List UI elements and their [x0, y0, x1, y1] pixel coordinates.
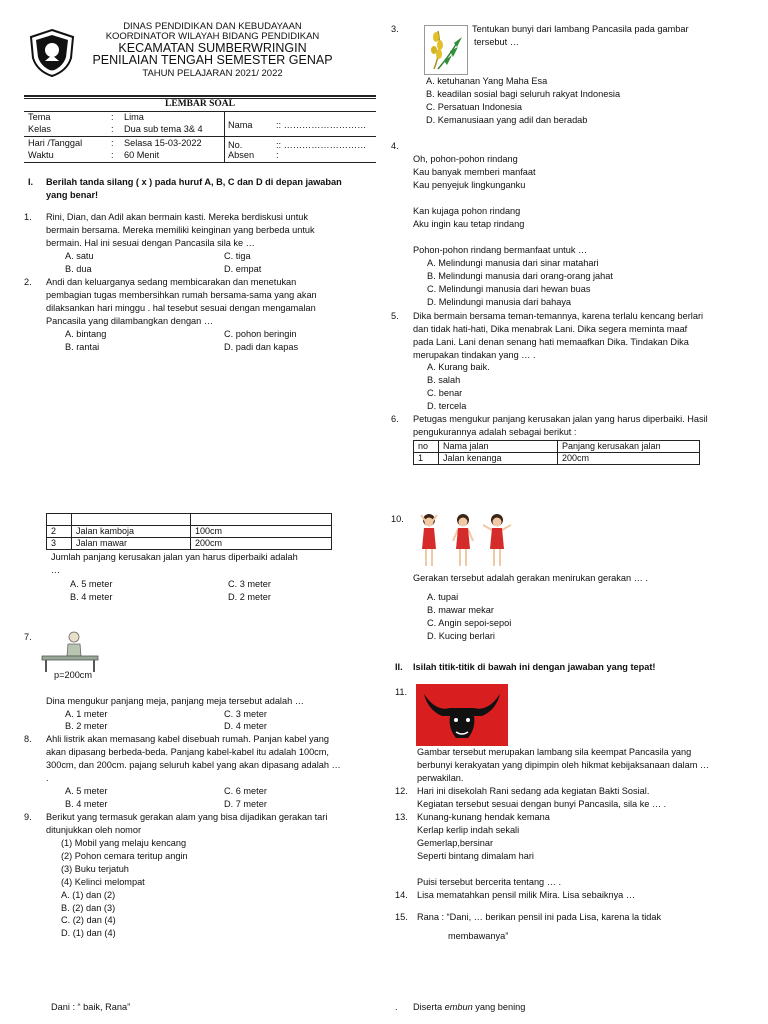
- info-tema-value: Lima: [124, 112, 144, 122]
- q15-text-1: Rana : “Dani, … berikan pensil ini pada Lisa, karena la tidak: [417, 912, 662, 922]
- q7-option-d: D. 4 meter: [224, 721, 267, 731]
- q9-number: 9.: [24, 812, 32, 822]
- table-row: 2 Jalan kamboja 100cm: [47, 526, 332, 538]
- q6-text: Petugas mengukur panjang kerusakan jalan yang harus diperbaiki. Hasil pengukurannya adalah sebagai berikut :: [413, 414, 708, 437]
- q2-option-a: A. bintang: [65, 329, 107, 339]
- q7-option-a: A. 1 meter: [65, 709, 108, 719]
- info-absen-label: Absen: [228, 150, 255, 160]
- q2-option-d: D. padi dan kapas: [224, 342, 299, 352]
- q5-options: A. Kurang baik. B. salah C. benar D. tercela: [427, 362, 490, 411]
- q1-option-d: D. empat: [224, 264, 262, 274]
- q6-table: [413, 440, 700, 465]
- q7-option-c: C. 3 meter: [224, 709, 267, 719]
- q9-text: Berikut yang termasuk gerakan alam yang bisa dijadikan gerakan tari ditunjukkan oleh nomor: [46, 812, 328, 835]
- table-row: 1 Jalan kenanga 200cm: [414, 453, 700, 465]
- footer-left-text: Dani : “ baik, Rana”: [51, 1002, 131, 1012]
- q11-text: Gambar tersebut merupakan lambang sila keempat Pancasila yang berbunyi kerakyatan yang dipimpin oleh hikmat kebijaksanaan dalam … perwakilan.: [417, 747, 710, 783]
- school-logo: [27, 28, 77, 78]
- q13-number: 13.: [395, 812, 408, 822]
- info-divider: [224, 111, 225, 162]
- section-1-instruction: Berilah tanda silang ( x ) pada huruf A, B, C dan D di depan jawaban yang benar!: [46, 177, 342, 200]
- info-kelas-value: Dua sub tema 3& 4: [124, 124, 203, 134]
- q12-number: 12.: [395, 786, 408, 796]
- q6-option-a: A. 5 meter: [70, 579, 113, 589]
- q6-table-continued: [46, 513, 332, 550]
- q7-number: 7.: [24, 632, 32, 642]
- table-row: 3 Jalan mawar 200cm: [47, 538, 332, 550]
- q14-text: Lisa mematahkan pensil milik Mira. Lisa sebaiknya …: [417, 890, 636, 900]
- q2-number: 2.: [24, 277, 32, 287]
- q15-number: 15.: [395, 912, 408, 922]
- q2-option-c: C. pohon beringin: [224, 329, 297, 339]
- q1-text: Rini, Dian, dan Adil akan bermain kasti. Mereka berdiskusi untuk bermain bersama. Mereka memiliki keinginan yang berbeda untuk bermain. Hal ini sesuai dengan Pancasila sila ke …: [46, 212, 315, 248]
- q7-option-b: B. 2 meter: [65, 721, 108, 731]
- q8-number: 8.: [24, 734, 32, 744]
- section-1-num: I.: [28, 177, 34, 187]
- header-line-3: KECAMATAN SUMBERWRINGIN: [118, 41, 307, 55]
- header-line-4: PENILAIAN TENGAH SEMESTER GENAP: [92, 53, 333, 67]
- info-nama-label: Nama: [228, 120, 253, 130]
- info-hari-value: Selasa 15-03-2022: [124, 138, 202, 148]
- q3-text: Tentukan bunyi dari lambang Pancasila pada gambar tersebut …: [472, 24, 689, 47]
- q3-number: 3.: [391, 24, 399, 34]
- section-2-num: II.: [395, 662, 403, 672]
- q14-number: 14.: [395, 890, 408, 900]
- q4-options: A. Melindungi manusia dari sinar matahari B. Melindungi manusia dari orang-orang jahat C. Melindungi manusia dari hewan buas D. Melindungi manusia dari bahaya: [427, 258, 613, 307]
- q7-table-caption: p=200cm: [54, 670, 93, 680]
- q1-option-c: C. tiga: [224, 251, 251, 261]
- footer-dot: .: [395, 1002, 398, 1012]
- dancing-girls-picture: [413, 511, 513, 571]
- header-line-2: KOORDINATOR WILAYAH BIDANG PENDIDIKAN: [105, 31, 320, 42]
- q10-number: 10.: [391, 514, 404, 524]
- q1-number: 1.: [24, 212, 32, 222]
- q6-question: Jumlah panjang kerusakan jalan yan harus diperbaiki adalah …: [51, 552, 298, 575]
- info-no-label: No.: [228, 140, 243, 150]
- info-colon-1: :: [111, 112, 114, 122]
- q6-option-c: C. 3 meter: [228, 579, 271, 589]
- info-colon-2: :: [111, 124, 114, 134]
- info-waktu-label: Waktu: [28, 150, 54, 160]
- q6-option-b: B. 4 meter: [70, 592, 113, 602]
- q8-text: Ahli listrik akan memasang kabel disebuah rumah. Panjan kabel yang akan dipasang berbeda-beda. Panjang kabel-kabel itu adalah 100cm, 300cm, dan 200cm. pajang seluruh kabel yang akan dipasang adalah … .: [46, 734, 341, 783]
- q15-text-2: membawanya”: [448, 931, 509, 941]
- info-colon-3: :: [111, 138, 114, 148]
- q7-question: Dina mengukur panjang meja, panjang meja tersebut adalah …: [46, 696, 304, 706]
- q5-number: 5.: [391, 311, 399, 321]
- info-waktu-value: 60 Menit: [124, 150, 160, 160]
- info-hari-label: Hari /Tanggal: [28, 138, 83, 148]
- footer-right-text: Diserta embun yang bening: [413, 1002, 526, 1012]
- q9-items: (1) Mobil yang melaju kencang (2) Pohon cemara teritup angin (3) Buku terjatuh (4) Kelinci melompat A. (1) dan (2) B. (2) dan (3) C. (2) dan (4) D. (1) dan (4): [61, 838, 188, 939]
- info-no-value: :: ………………………: [276, 140, 367, 150]
- banteng-head-picture: [416, 684, 508, 746]
- q8-option-b: B. 4 meter: [65, 799, 108, 809]
- sheet-title-rule: [24, 111, 376, 112]
- q8-option-d: D. 7 meter: [224, 799, 267, 809]
- info-nama-value: :: ………………………: [276, 120, 367, 130]
- info-tema-label: Tema: [28, 112, 51, 122]
- q1-option-b: B. dua: [65, 264, 92, 274]
- info-colon-4: :: [111, 150, 114, 160]
- q6-number: 6.: [391, 414, 399, 424]
- q13-poem: Kunang-kunang hendak kemana Kerlap kerlip indah sekali Gemerlap,bersinar Seperti bintang dimalam hari Puisi tersebut bercerita tentang … .: [417, 812, 562, 887]
- q5-text: Dika bermain bersama teman-temannya, karena terlalu kencang berlari dan tidak hati-hati, Dika menabrak Lani. Dika segera meminta maaf pada Lani. Lani denan senang hati memaafkan Dika. Tindakan Dika merupakan tindakan yang … .: [413, 311, 704, 360]
- q4-poem: Oh, pohon-pohon rindang Kau banyak memberi manfaat Kau penyejuk lingkunganku Kan kujaga pohon rindang Aku ingin kau tetap rindang Pohon-pohon rindang bermanfaat untuk …: [413, 154, 588, 255]
- q11-number: 11.: [395, 687, 408, 697]
- q10-question: Gerakan tersebut adalah gerakan menirukan gerakan … .: [413, 573, 648, 583]
- header-rule-1: [24, 95, 376, 97]
- q12-text: Hari ini disekolah Rani sedang ada kegiatan Bakti Sosial. Kegiatan tersebut sesuai dengan bunyi Pancasila, sila ke … .: [417, 786, 667, 809]
- q2-text: Andi dan keluarganya sedang membicarakan dan menetukan pembagian tugas membersihkan rumah bersama-sama yang akan dilaksankan hari minggu . hal tesebut sesuai dengan mengamalan Pancasila yang dilambangkan dengan …: [46, 277, 317, 326]
- q1-option-a: A. satu: [65, 251, 94, 261]
- q10-options: A. tupai B. mawar mekar C. Angin sepoi-sepoi D. Kucing berlari: [427, 592, 512, 641]
- q8-option-a: A. 5 meter: [65, 786, 108, 796]
- q2-option-b: B. rantai: [65, 342, 100, 352]
- info-rule-2: [24, 162, 376, 163]
- header-line-5: TAHUN PELAJARAN 2021/ 2022: [142, 68, 283, 79]
- table-row: no Nama jalan Panjang kerusakan jalan: [414, 441, 700, 453]
- padi-kapas-picture: [424, 25, 468, 75]
- q8-option-c: C. 6 meter: [224, 786, 267, 796]
- q6-option-d: D. 2 meter: [228, 592, 271, 602]
- q3-options: A. ketuhanan Yang Maha Esa B. keadilan sosial bagi seluruh rakyat Indonesia C. Persatuan Indonesia D. Kemanusiaan yang adil dan beradab: [426, 76, 621, 125]
- table-measure-picture: [40, 630, 102, 672]
- q4-number: 4.: [391, 141, 399, 151]
- header-line-1: DINAS PENDIDIKAN DAN KEBUDAYAAN: [123, 21, 302, 32]
- info-kelas-label: Kelas: [28, 124, 51, 134]
- info-absen-value: :: [276, 150, 279, 160]
- table-row: [47, 514, 332, 526]
- section-2-instruction: Isilah titik-titik di bawah ini dengan jawaban yang tepat!: [413, 662, 656, 672]
- sheet-title: LEMBAR SOAL: [165, 99, 235, 109]
